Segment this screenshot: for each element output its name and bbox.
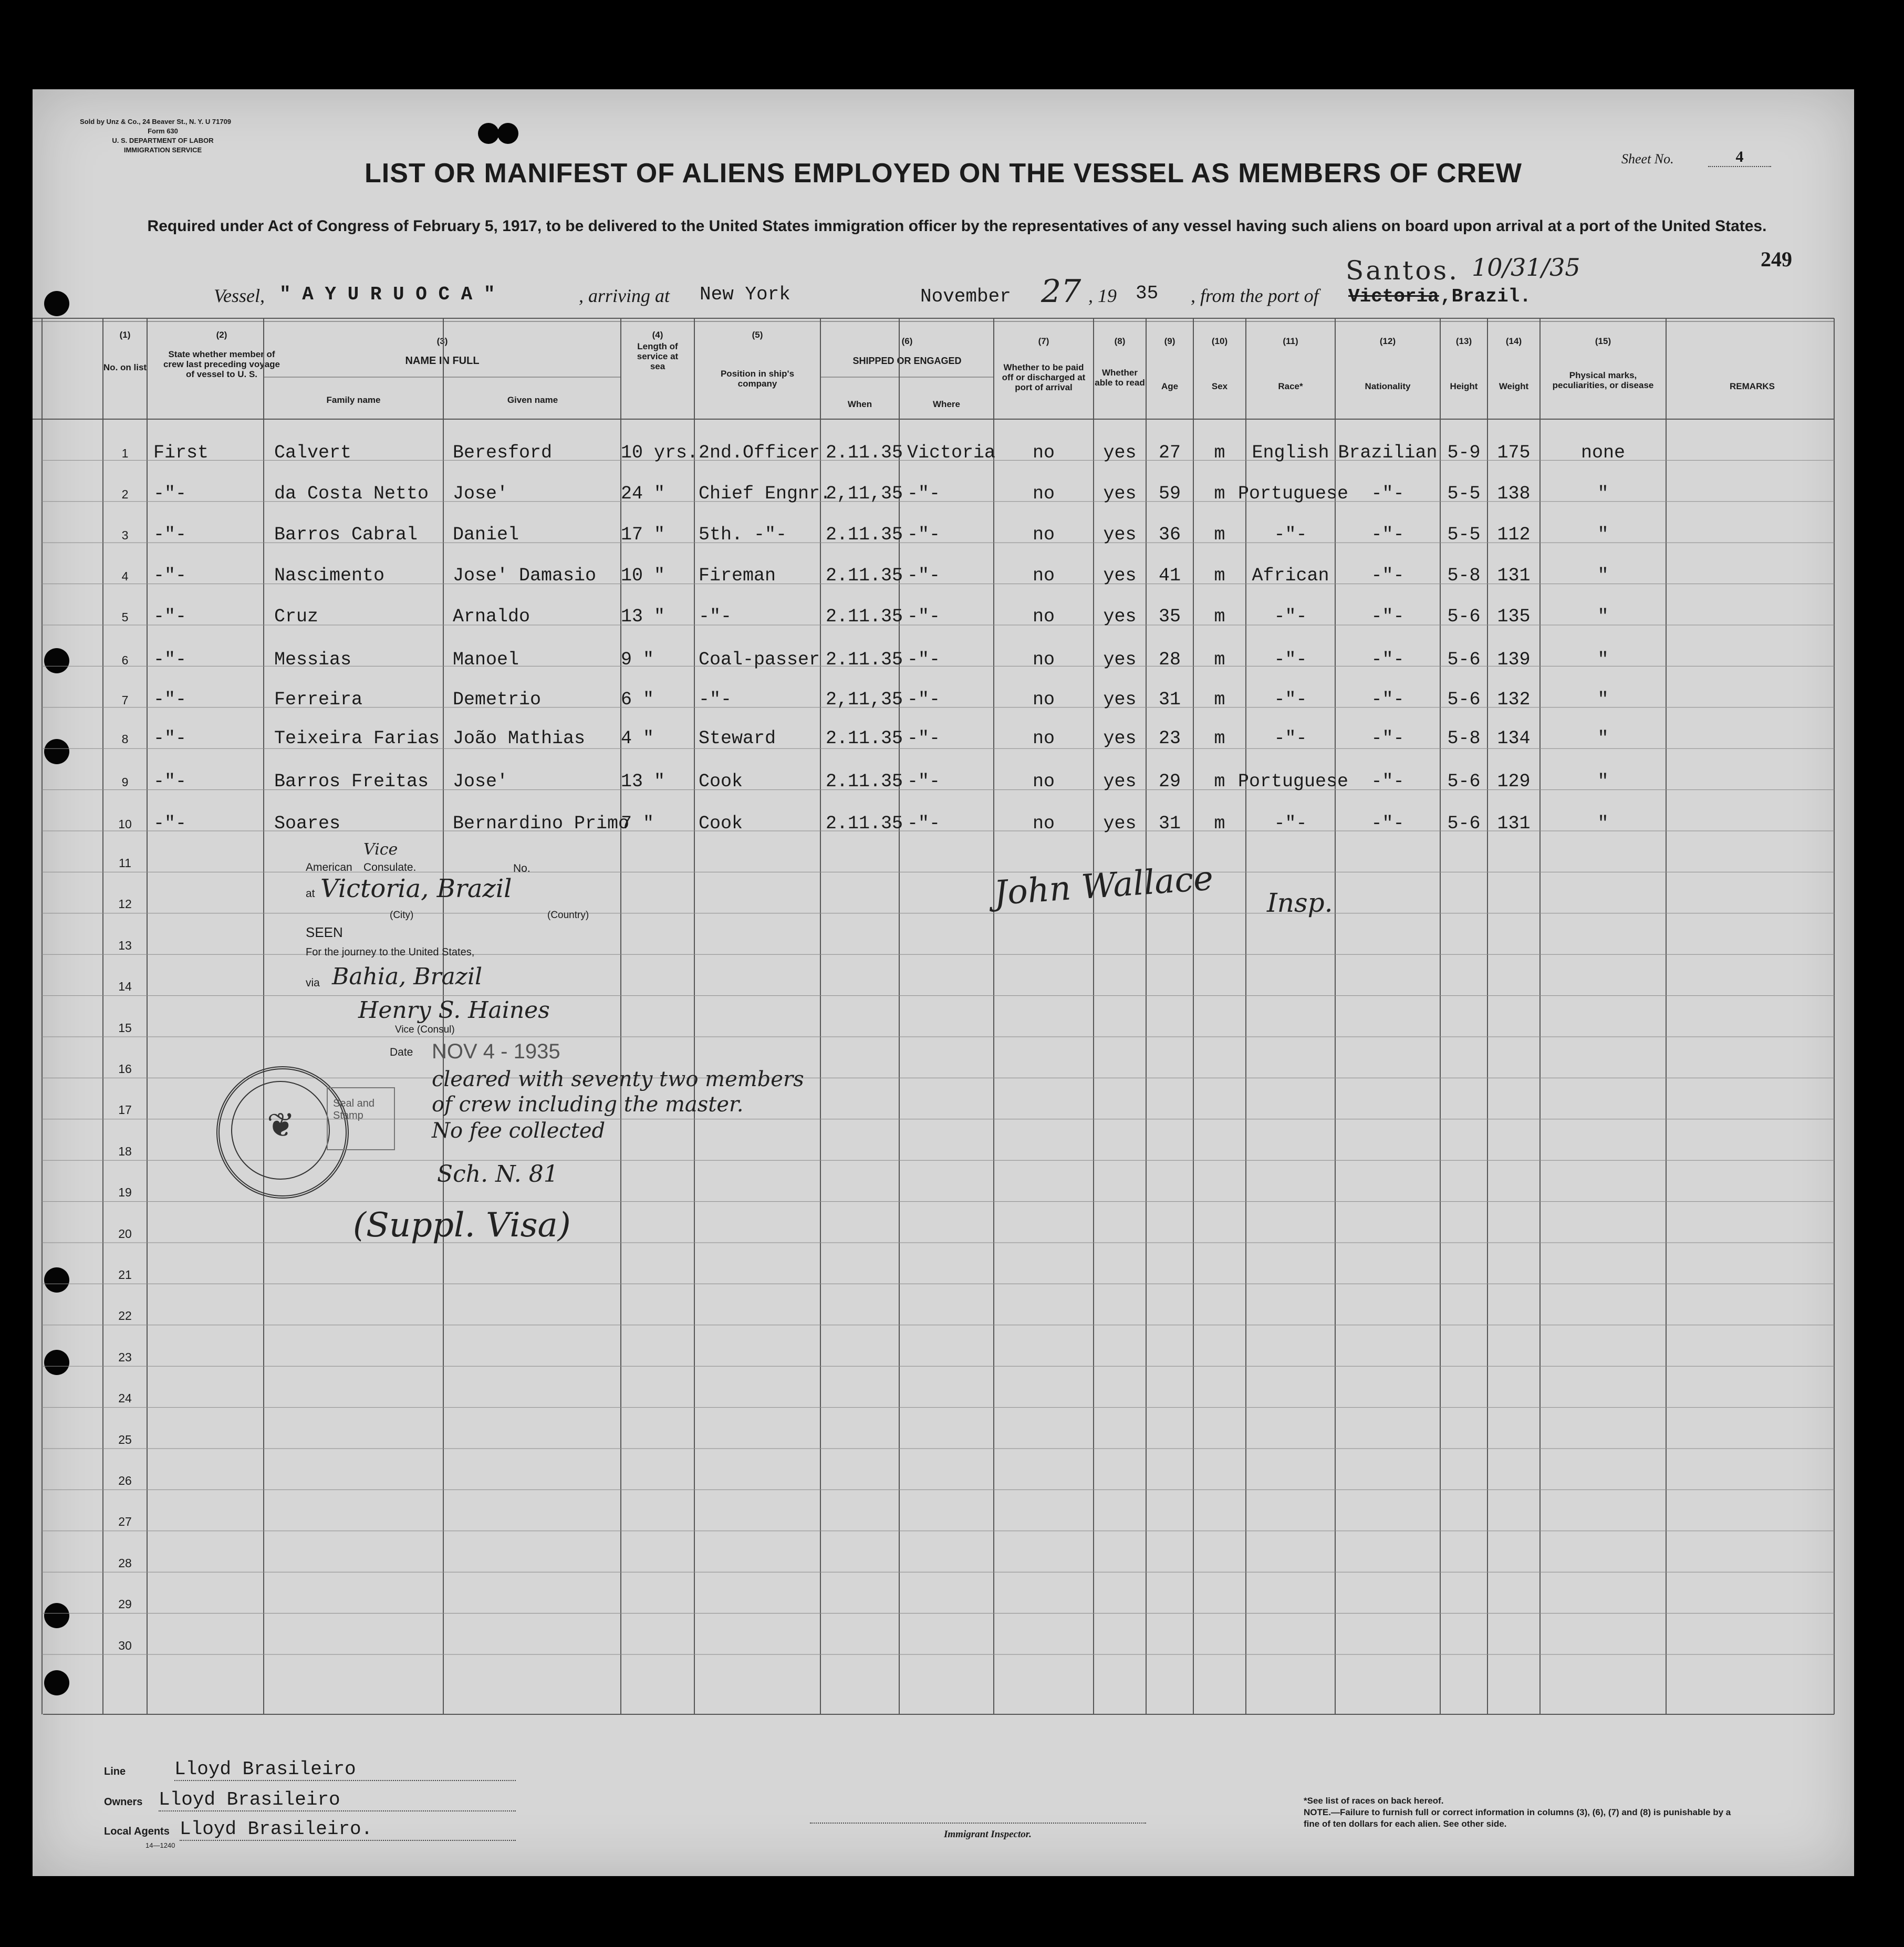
cell-when: 2.11.35: [826, 442, 903, 463]
col-where: Where: [933, 399, 960, 409]
cell-race: -"-: [1274, 813, 1307, 834]
row-number: 25: [118, 1432, 132, 1446]
col-num-2: (2): [216, 330, 227, 340]
cell-voyage: -"-: [153, 728, 187, 749]
cell-weight: 129: [1497, 771, 1531, 792]
cell-able-read: yes: [1103, 771, 1137, 792]
cell-family-name: Barros Freitas: [274, 771, 429, 792]
cell-position: Steward: [699, 728, 776, 749]
row-number: 11: [119, 856, 131, 870]
arrival-port: New York: [700, 284, 790, 305]
cell-service: 9 ": [621, 649, 654, 670]
via-place: Bahia, Brazil: [332, 963, 483, 990]
form-number: Form 630: [148, 127, 178, 135]
penalty-note: NOTE.—Failure to furnish full or correct information in columns (3), (6), (7) and (8) is punishable by a fine of ten dollars for each alien. See other side.: [1304, 1807, 1731, 1829]
inspector-signature-line: [810, 1817, 1146, 1824]
arrival-month: November: [920, 286, 1011, 307]
cell-sex: m: [1214, 771, 1225, 792]
inspector-label: Immigrant Inspector.: [944, 1829, 1032, 1840]
origin-handwritten: Santos.: [1346, 255, 1460, 286]
cell-voyage: First: [153, 442, 209, 463]
cell-family-name: Teixeira Farias: [274, 728, 440, 749]
row-number: 30: [118, 1638, 132, 1652]
cell-physical: ": [1597, 606, 1609, 627]
col-num-8: (8): [1114, 336, 1126, 346]
cell-where: Victoria: [907, 442, 996, 463]
row-number: 24: [118, 1391, 132, 1405]
cell-nationality: -"-: [1371, 565, 1404, 586]
cell-paid-off: no: [1032, 524, 1055, 545]
cell-when: 2.11.35: [826, 565, 903, 586]
cell-physical: ": [1597, 813, 1609, 834]
cell-family-name: Calvert: [274, 442, 352, 463]
row-number: 13: [118, 938, 132, 952]
cell-when: 2.11.35: [826, 813, 903, 834]
cell-position: Chief Engnr.: [699, 483, 831, 504]
cell-age: 23: [1158, 728, 1181, 749]
cell-weight: 134: [1497, 728, 1531, 749]
row-number: 27: [118, 1515, 132, 1529]
cell-height: 5-5: [1447, 483, 1481, 504]
cell-age: 27: [1158, 442, 1181, 463]
row-number: 18: [118, 1144, 132, 1158]
col-shipped: SHIPPED OR ENGAGED: [852, 356, 962, 366]
origin-struck: Victoria: [1348, 286, 1439, 307]
cell-paid-off: no: [1032, 565, 1055, 586]
cell-able-read: yes: [1103, 442, 1137, 463]
country-label: (Country): [547, 910, 589, 921]
col-remarks: REMARKS: [1730, 381, 1775, 391]
col-paid-off: Whether to be paid off or discharged at port of arrival: [1002, 362, 1086, 392]
cell-service: 13 ": [621, 771, 665, 792]
col-num-5: (5): [752, 330, 763, 340]
cell-height: 5-6: [1447, 771, 1481, 792]
seen-label: SEEN: [306, 924, 343, 940]
row-number: 17: [118, 1103, 132, 1117]
cell-able-read: yes: [1103, 565, 1137, 586]
consular-note-1: cleared with seventy two members: [432, 1067, 804, 1091]
cell-service: 24 ": [621, 483, 665, 504]
cell-service: 6 ": [621, 689, 654, 710]
cell-when: 2.11.35: [826, 649, 903, 670]
cell-nationality: -"-: [1371, 483, 1404, 504]
col-num-10: (10): [1211, 336, 1228, 346]
cell-given-name: Daniel: [453, 524, 519, 545]
cell-nationality: -"-: [1371, 771, 1404, 792]
cell-voyage: -"-: [153, 524, 187, 545]
col-when: When: [847, 399, 872, 409]
cell-where: -"-: [907, 483, 941, 504]
col-family-name: Family name: [326, 395, 381, 405]
cell-position: -"-: [699, 606, 732, 627]
cell-when: 2.11.35: [826, 771, 903, 792]
cell-sex: m: [1214, 728, 1225, 749]
row-number: 19: [118, 1185, 132, 1200]
col-num-15: (15): [1595, 336, 1611, 346]
cell-family-name: Nascimento: [274, 565, 385, 586]
via-label: via: [306, 977, 320, 989]
form-department: U. S. DEPARTMENT OF LABOR: [112, 137, 214, 144]
cell-able-read: yes: [1103, 606, 1137, 627]
sheet-number: 4: [1708, 148, 1771, 167]
cell-able-read: yes: [1103, 649, 1137, 670]
cell-where: -"-: [907, 565, 941, 586]
cell-paid-off: no: [1032, 728, 1055, 749]
cell-weight: 131: [1497, 565, 1531, 586]
form-service: IMMIGRATION SERVICE: [123, 146, 202, 154]
cell-able-read: yes: [1103, 689, 1137, 710]
consulate-vice: Vice: [363, 840, 398, 859]
document-subtitle: Required under Act of Congress of February 5, 1917, to be delivered to the United States immigration officer by the representatives of any vessel having such aliens on board upon arrival at a port of the United States.: [147, 217, 1767, 235]
cell-physical: ": [1597, 483, 1609, 504]
consulate-at-label: at: [306, 888, 315, 900]
row-number: 6: [121, 653, 129, 667]
row-number: 15: [118, 1021, 132, 1035]
col-age: Age: [1161, 381, 1179, 391]
cell-sex: m: [1214, 813, 1225, 834]
row-number: 16: [118, 1062, 132, 1076]
cell-given-name: Demetrio: [453, 689, 542, 710]
cell-given-name: Arnaldo: [453, 606, 530, 627]
cell-family-name: Messias: [274, 649, 352, 670]
consular-note-4: Sch. N. 81: [437, 1161, 558, 1188]
seal-and-stamp-box: Seal and Stamp: [327, 1087, 395, 1150]
cell-when: 2,11,35: [826, 689, 903, 710]
col-num-3: (3): [436, 336, 448, 346]
cell-paid-off: no: [1032, 813, 1055, 834]
cell-service: 7 ": [621, 813, 654, 834]
stamp-number: 249: [1761, 247, 1792, 271]
cell-position: Cook: [699, 771, 743, 792]
cell-race: -"-: [1274, 606, 1307, 627]
cell-age: 41: [1158, 565, 1181, 586]
cell-given-name: Jose': [453, 771, 508, 792]
cell-age: 31: [1158, 813, 1181, 834]
manifest-sheet: [33, 89, 1854, 1876]
cell-when: 2.11.35: [826, 524, 903, 545]
cell-age: 35: [1158, 606, 1181, 627]
col-num-1: (1): [119, 330, 131, 340]
cell-weight: 112: [1497, 524, 1531, 545]
cell-height: 5-8: [1447, 728, 1481, 749]
agents-value: Lloyd Brasileiro.: [180, 1818, 516, 1841]
cell-service: 10 yrs.: [621, 442, 699, 463]
races-note: *See list of races on back hereof.: [1304, 1796, 1444, 1806]
cell-nationality: -"-: [1371, 813, 1404, 834]
row-number: 5: [121, 610, 129, 624]
cell-where: -"-: [907, 813, 941, 834]
cell-given-name: Bernardino Primo: [453, 813, 630, 834]
cell-voyage: -"-: [153, 606, 187, 627]
inspector-title: Insp.: [1267, 888, 1333, 918]
cell-age: 29: [1158, 771, 1181, 792]
cell-age: 28: [1158, 649, 1181, 670]
cell-height: 5-6: [1447, 649, 1481, 670]
row-number: 21: [118, 1268, 132, 1282]
cell-weight: 132: [1497, 689, 1531, 710]
cell-race: English: [1252, 442, 1329, 463]
row-number: 12: [118, 897, 132, 911]
cell-given-name: Jose': [453, 483, 508, 504]
cell-physical: ": [1597, 728, 1609, 749]
cell-where: -"-: [907, 771, 941, 792]
col-position: Position in ship's company: [720, 369, 795, 389]
owners-value: Lloyd Brasileiro: [159, 1789, 516, 1811]
cell-nationality: -"-: [1371, 689, 1404, 710]
form-code: 14—1240: [145, 1841, 175, 1849]
cell-able-read: yes: [1103, 483, 1137, 504]
col-height: Height: [1450, 381, 1478, 391]
col-num-13: (13): [1455, 336, 1472, 346]
year-prefix: , 19: [1088, 285, 1117, 306]
cell-age: 59: [1158, 483, 1181, 504]
row-number: 29: [118, 1597, 132, 1611]
eagle-icon: ❦: [267, 1107, 295, 1144]
consul-title: Vice (Consul): [395, 1024, 455, 1035]
consulate-no-label: No.: [513, 862, 530, 874]
consulate-place: Victoria, Brazil: [320, 874, 512, 903]
cell-nationality: -"-: [1371, 524, 1404, 545]
cell-height: 5-8: [1447, 565, 1481, 586]
row-number: 28: [118, 1556, 132, 1570]
cell-able-read: yes: [1103, 728, 1137, 749]
row-number: 7: [121, 693, 129, 707]
cell-where: -"-: [907, 524, 941, 545]
cell-where: -"-: [907, 606, 941, 627]
col-physical: Physical marks, peculiarities, or disease: [1552, 370, 1654, 390]
cell-sex: m: [1214, 606, 1225, 627]
cell-paid-off: no: [1032, 483, 1055, 504]
cell-service: 4 ": [621, 728, 654, 749]
date-label: Date: [390, 1046, 413, 1058]
cell-weight: 175: [1497, 442, 1531, 463]
cell-given-name: Jose' Damasio: [453, 565, 597, 586]
consul-signature: Henry S. Haines: [358, 997, 550, 1024]
vessel-label: Vessel,: [214, 285, 265, 306]
row-number: 26: [118, 1474, 132, 1487]
col-num-12: (12): [1379, 336, 1396, 346]
arriving-label: , arriving at: [579, 285, 670, 306]
col-given-name: Given name: [507, 395, 558, 405]
arrival-year: 35: [1136, 283, 1159, 304]
cell-where: -"-: [907, 689, 941, 710]
col-able-read: Whether able to read: [1095, 368, 1145, 388]
col-sex: Sex: [1211, 381, 1228, 391]
cell-sex: m: [1214, 689, 1225, 710]
row-number: 4: [121, 569, 129, 583]
arrival-day: 27: [1041, 273, 1081, 310]
cell-sex: m: [1214, 565, 1225, 586]
origin-date-handwritten: 10/31/35: [1472, 253, 1580, 282]
cell-race: Portuguese: [1238, 483, 1349, 504]
cell-position: Cook: [699, 813, 743, 834]
cell-given-name: Beresford: [453, 442, 553, 463]
col-no-on-list: No. on list: [103, 362, 147, 372]
col-num-4: (4): [652, 330, 663, 340]
cell-sex: m: [1214, 649, 1225, 670]
cell-physical: ": [1597, 565, 1609, 586]
cell-given-name: Manoel: [453, 649, 519, 670]
cell-position: 2nd.Officer: [699, 442, 820, 463]
consulate-american: American: [306, 861, 352, 873]
row-number: 10: [118, 817, 132, 831]
col-state-whether: State whether member of crew last preceding voyage of vessel to U. S.: [163, 349, 280, 379]
cell-family-name: Cruz: [274, 606, 319, 627]
sheet-label: Sheet No.: [1621, 151, 1674, 166]
cell-when: 2.11.35: [826, 606, 903, 627]
row-number: 14: [118, 980, 132, 994]
cell-weight: 138: [1497, 483, 1531, 504]
document-title: LIST OR MANIFEST OF ALIENS EMPLOYED ON THE VESSEL AS MEMBERS OF CREW: [365, 158, 1522, 189]
cell-voyage: -"-: [153, 813, 187, 834]
col-nationality: Nationality: [1365, 381, 1411, 391]
cell-race: -"-: [1274, 649, 1307, 670]
inspector-signature: John Wallace: [992, 859, 1215, 913]
consular-note-3: No fee collected: [432, 1119, 606, 1143]
cell-voyage: -"-: [153, 565, 187, 586]
col-num-7: (7): [1038, 336, 1049, 346]
cell-weight: 131: [1497, 813, 1531, 834]
cell-race: Portuguese: [1238, 771, 1349, 792]
from-label: , from the port of: [1191, 285, 1319, 306]
cell-race: -"-: [1274, 728, 1307, 749]
journey-label: For the journey to the United States,: [306, 946, 475, 958]
consular-note-5: (Suppl. Visa): [353, 1206, 571, 1245]
line-label: Line: [104, 1766, 126, 1777]
row-number: 2: [121, 487, 129, 501]
cell-voyage: -"-: [153, 689, 187, 710]
cell-paid-off: no: [1032, 771, 1055, 792]
cell-nationality: Brazilian: [1338, 442, 1438, 463]
cell-able-read: yes: [1103, 813, 1137, 834]
cell-position: Fireman: [699, 565, 776, 586]
col-length-service: Length of service at sea: [637, 341, 679, 371]
cell-family-name: Barros Cabral: [274, 524, 418, 545]
cell-paid-off: no: [1032, 689, 1055, 710]
origin-country: ,Brazil.: [1440, 286, 1531, 307]
cell-height: 5-9: [1447, 442, 1481, 463]
vessel-name: " A Y U R U O C A ": [279, 284, 495, 305]
cell-service: 10 ": [621, 565, 665, 586]
cell-position: Coal-passer: [699, 649, 820, 670]
cell-sex: m: [1214, 483, 1225, 504]
cell-nationality: -"-: [1371, 728, 1404, 749]
line-value: Lloyd Brasileiro: [174, 1758, 516, 1781]
cell-voyage: -"-: [153, 771, 187, 792]
row-number: 1: [121, 446, 129, 460]
cell-physical: ": [1597, 771, 1609, 792]
col-name-in-full: NAME IN FULL: [405, 355, 480, 367]
cell-race: -"-: [1274, 689, 1307, 710]
col-num-11: (11): [1283, 336, 1298, 346]
cell-sex: m: [1214, 442, 1225, 463]
form-seller: Sold by Unz & Co., 24 Beaver St., N. Y. U 71709: [80, 118, 232, 126]
row-number: 22: [118, 1309, 132, 1323]
cell-paid-off: no: [1032, 649, 1055, 670]
cell-when: 2,11,35: [826, 483, 903, 504]
row-number: 20: [118, 1226, 132, 1241]
cell-nationality: -"-: [1371, 649, 1404, 670]
row-number: 9: [121, 775, 129, 789]
consulate-label: Consulate.: [363, 861, 417, 873]
cell-sex: m: [1214, 524, 1225, 545]
cell-voyage: -"-: [153, 483, 187, 504]
cell-position: 5th. -"-: [699, 524, 787, 545]
col-num-6: (6): [901, 336, 913, 346]
cell-age: 36: [1158, 524, 1181, 545]
cell-when: 2.11.35: [826, 728, 903, 749]
cell-service: 13 ": [621, 606, 665, 627]
consular-note-2: of crew including the master.: [432, 1092, 744, 1117]
cell-where: -"-: [907, 728, 941, 749]
cell-height: 5-6: [1447, 689, 1481, 710]
cell-nationality: -"-: [1371, 606, 1404, 627]
cell-where: -"-: [907, 649, 941, 670]
cell-age: 31: [1158, 689, 1181, 710]
cell-height: 5-5: [1447, 524, 1481, 545]
cell-position: -"-: [699, 689, 732, 710]
cell-paid-off: no: [1032, 606, 1055, 627]
cell-family-name: Soares: [274, 813, 341, 834]
col-weight: Weight: [1499, 381, 1529, 391]
col-num-14: (14): [1505, 336, 1522, 346]
cell-given-name: João Mathias: [453, 728, 586, 749]
col-num-9: (9): [1164, 336, 1175, 346]
cell-physical: ": [1597, 524, 1609, 545]
cell-family-name: Ferreira: [274, 689, 363, 710]
row-number: 8: [121, 732, 129, 746]
cell-height: 5-6: [1447, 813, 1481, 834]
owners-label: Owners: [104, 1796, 143, 1808]
cell-paid-off: no: [1032, 442, 1055, 463]
consular-date: NOV 4 - 1935: [432, 1040, 560, 1063]
cell-race: -"-: [1274, 524, 1307, 545]
agents-label: Local Agents: [104, 1826, 170, 1837]
cell-family-name: da Costa Netto: [274, 483, 429, 504]
cell-service: 17 ": [621, 524, 665, 545]
cell-voyage: -"-: [153, 649, 187, 670]
cell-physical: ": [1597, 649, 1609, 670]
cell-physical: none: [1580, 442, 1625, 463]
city-label: (City): [390, 910, 414, 921]
cell-physical: ": [1597, 689, 1609, 710]
cell-height: 5-6: [1447, 606, 1481, 627]
row-number: 23: [118, 1350, 132, 1364]
cell-race: African: [1252, 565, 1329, 586]
col-race: Race*: [1278, 381, 1303, 391]
cell-weight: 139: [1497, 649, 1531, 670]
row-number: 3: [121, 528, 129, 542]
cell-able-read: yes: [1103, 524, 1137, 545]
cell-weight: 135: [1497, 606, 1531, 627]
